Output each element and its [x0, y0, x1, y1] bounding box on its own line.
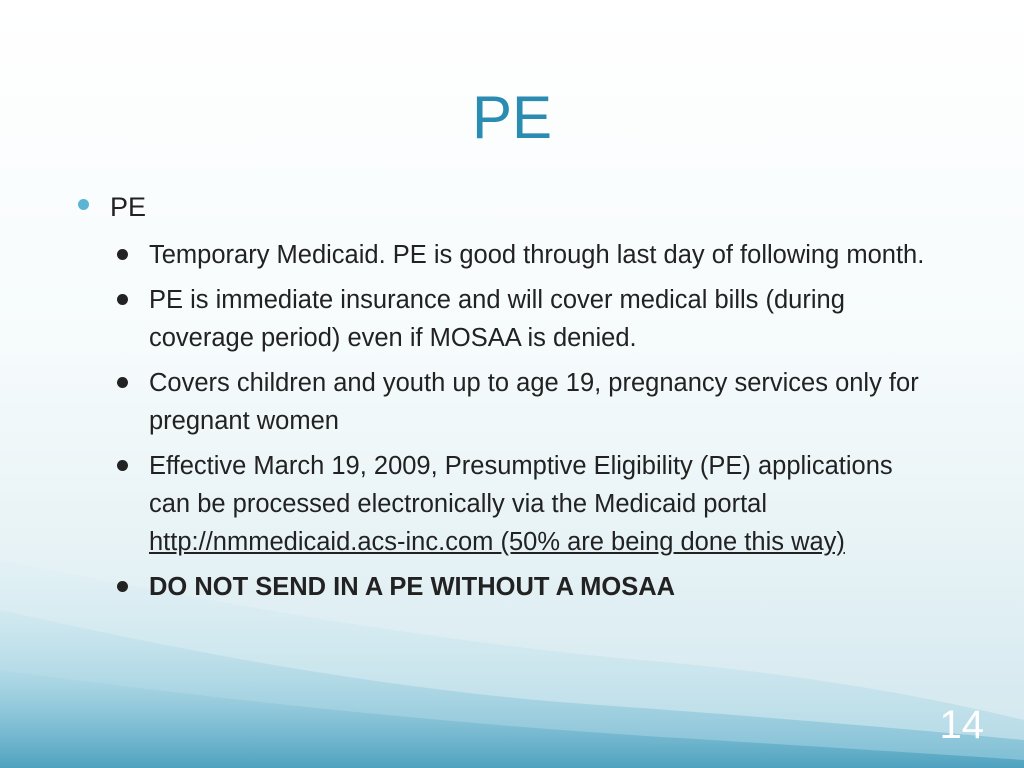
list-item-text: Effective March 19, 2009, Presumptive Eligibility (PE) applications can be processed electronically via the Medicaid portal: [149, 452, 893, 518]
bullet-icon: [117, 581, 128, 592]
bullet-icon: [117, 249, 128, 260]
bullet-icon: [117, 377, 128, 388]
list-item: [149, 281, 939, 357]
list-item: [149, 236, 939, 274]
bullet-icon: [117, 294, 128, 305]
sub-bullet-list: [0, 236, 1024, 613]
level1-bullet-icon: [78, 199, 89, 210]
list-item-text: PE is immediate insurance and will cover medical bills (during coverage period) even if MOSAA is denied.: [149, 286, 845, 352]
medicaid-portal-link[interactable]: http://nmmedicaid.acs-inc.com (50% are being done this way): [149, 528, 845, 556]
list-item: [149, 364, 939, 440]
level1-bullet-text: PE: [110, 192, 147, 222]
page-number: 14: [939, 703, 984, 747]
bullet-icon: [117, 460, 128, 471]
list-item: [149, 447, 939, 561]
list-item-text: Temporary Medicaid. PE is good through last day of following month.: [149, 241, 925, 269]
list-item-text: Covers children and youth up to age 19, pregnancy services only for pregnant women: [149, 369, 919, 435]
list-item: [149, 568, 939, 606]
warning-text: DO NOT SEND IN A PE WITHOUT A MOSAA: [149, 573, 676, 601]
slide-title: PE: [471, 84, 553, 151]
